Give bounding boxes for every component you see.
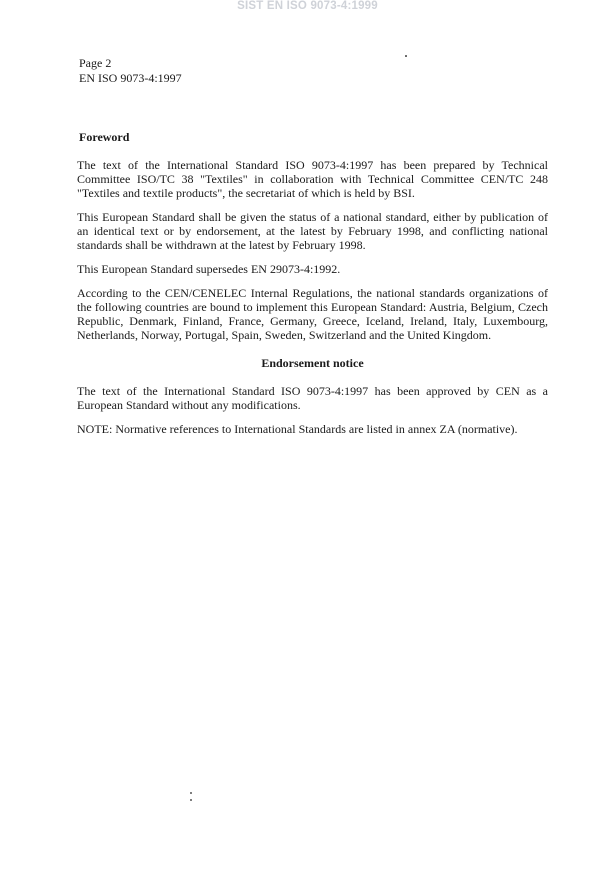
scan-speck <box>405 55 407 57</box>
page-header <box>79 56 182 85</box>
endorsement-heading: Endorsement notice <box>261 356 364 370</box>
scan-speck <box>190 799 192 801</box>
standard-id: EN ISO 9073-4:1997 <box>79 70 182 85</box>
watermark: SIST EN ISO 9073-4:1999 <box>237 0 378 12</box>
foreword-heading: Foreword <box>79 130 130 144</box>
endorsement-note: NOTE: Normative references to International Standards are listed in annex ZA (normative). <box>77 422 518 436</box>
foreword-paragraph-3: This European Standard supersedes EN 29073-4:1992. <box>77 262 341 276</box>
scan-speck <box>190 792 192 794</box>
page-number: Page 2 <box>79 56 112 70</box>
foreword-paragraph-2: This European Standard shall be given the status of a national standard, either by publication of an identical text or by endorsement, at the latest by February 1998, and conflicting national standards shall be withdrawn at the latest by February 1998. <box>77 210 548 252</box>
endorsement-paragraph-1: The text of the International Standard ISO 9073-4:1997 has been approved by CEN as a European Standard without any modifications. <box>77 384 548 412</box>
foreword-paragraph-4: According to the CEN/CENELEC Internal Regulations, the national standards organizations of the following countries are bound to implement this European Standard: Austria, Belgium, Czech Republic, Denmark, Finland, France, Germany, Greece, Iceland, Ireland, Italy, Luxembourg, Netherlands, Norway, Portugal, Spain, Sweden, Switzerland and the United Kingdom. <box>77 286 548 342</box>
foreword-paragraph-1: The text of the International Standard ISO 9073-4:1997 has been prepared by Technical Committee ISO/TC 38 "Textiles" in collaboration with Technical Committee CEN/TC 248 "Textiles and textile products", the secretariat of which is held by BSI. <box>77 158 548 200</box>
document-body <box>77 130 548 446</box>
